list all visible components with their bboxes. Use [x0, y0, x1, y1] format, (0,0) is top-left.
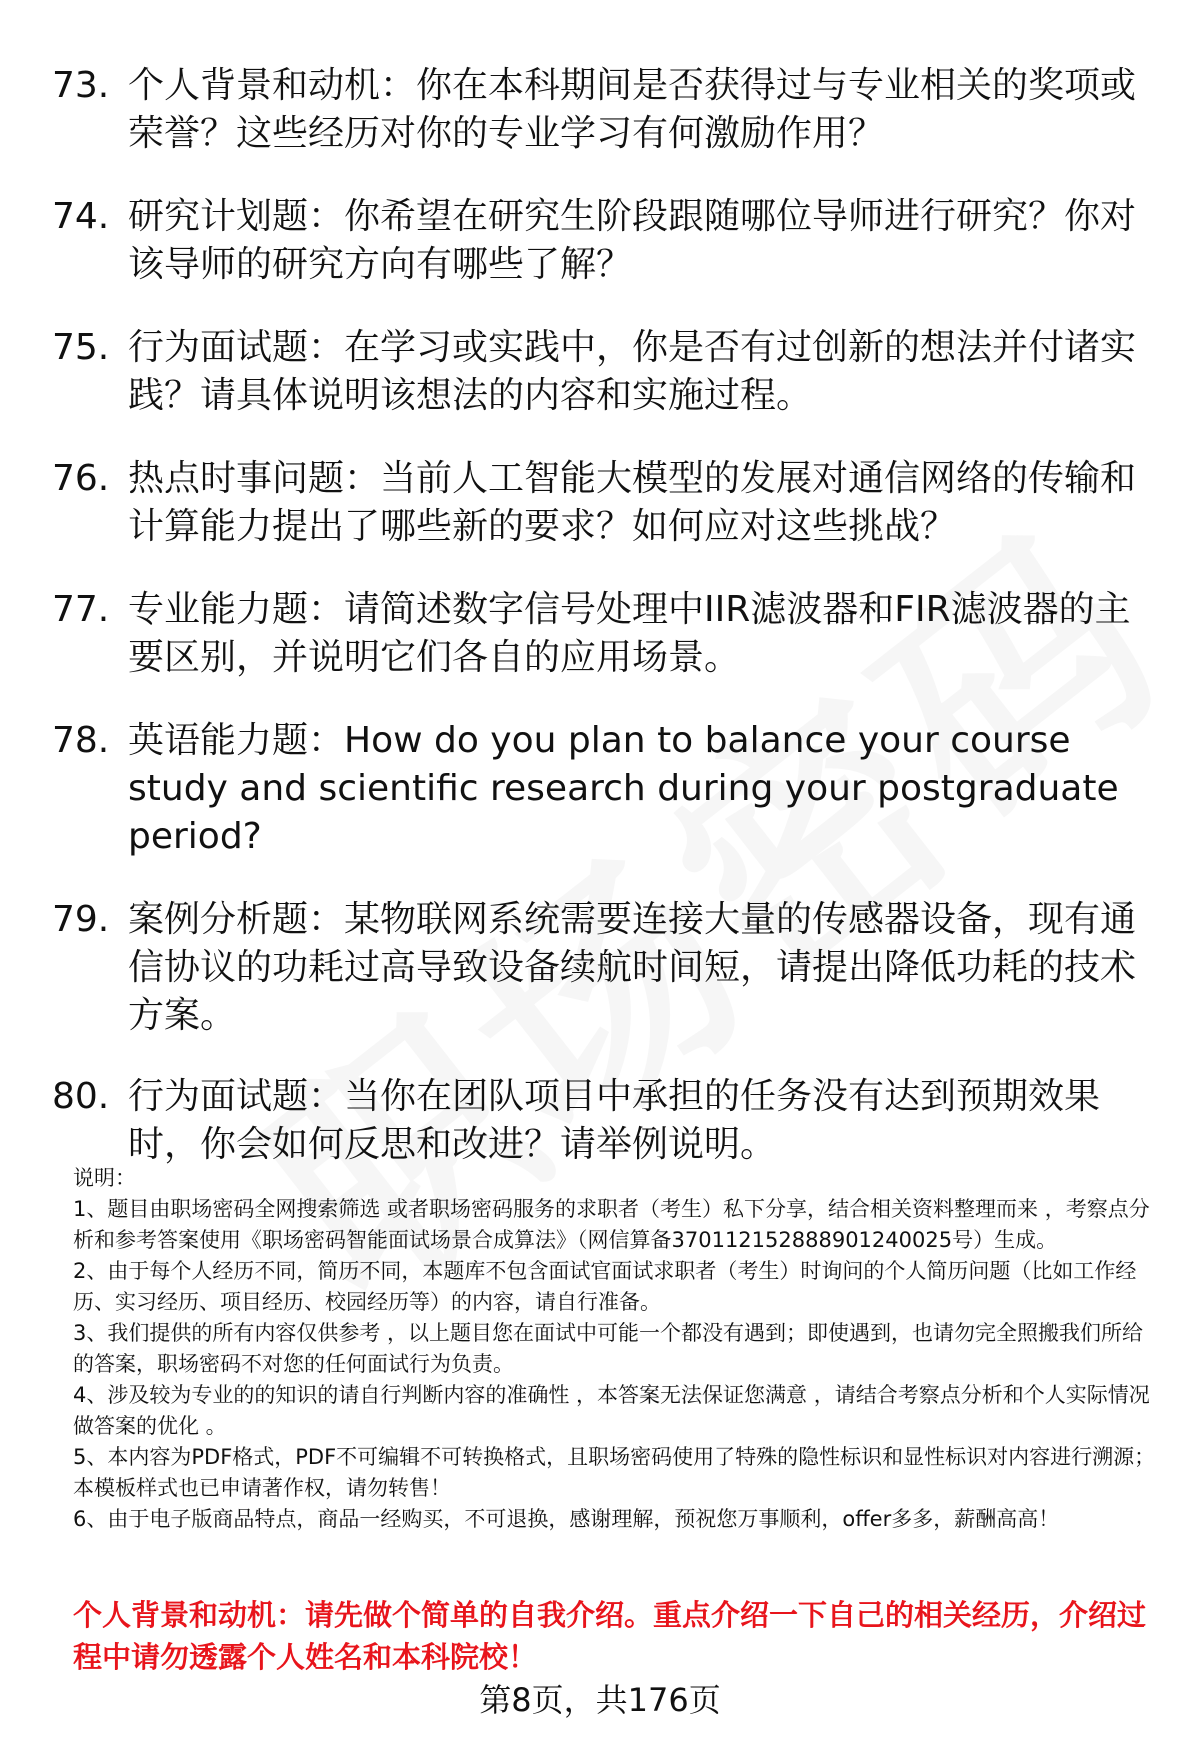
question-item — [52, 717, 1162, 861]
note-item: 4、涉及较为专业的的知识的请自行判断内容的准确性 ，本答案无法保证您满意 ，请结合考察点分析和个人实际情况做答案的优化 。 — [73, 1383, 1150, 1438]
question-number: 76. — [52, 458, 110, 499]
page-number: 第8页，共176页 — [479, 1681, 721, 1719]
question-text: 个人背景和动机：你在本科期间是否获得过与专业相关的奖项或荣誉？这些经历对你的专业学习有何激励作用？ — [128, 65, 1137, 154]
question-item — [52, 1073, 1162, 1169]
question-item — [52, 586, 1162, 682]
question-item — [52, 62, 1162, 158]
note-item: 5、本内容为PDF格式，PDF不可编辑不可转换格式，且职场密码使用了特殊的隐性标识和显性标识对内容进行溯源；本模板样式也已申请著作权，请勿转售！ — [73, 1445, 1156, 1500]
question-number: 80. — [52, 1076, 110, 1117]
question-number: 73. — [52, 65, 110, 106]
question-item — [52, 324, 1162, 420]
red-notice: 个人背景和动机：请先做个简单的自我介绍。重点介绍一下自己的相关经历，介绍过程中请勿透露个人姓名和本科院校！ — [73, 1598, 1147, 1674]
question-number: 79. — [52, 899, 110, 940]
note-item: 2、由于每个人经历不同，简历不同，本题库不包含面试官面试求职者（考生）时询问的个人简历问题（比如工作经历、实习经历、项目经历、校园经历等）的内容，请自行准备。 — [73, 1259, 1137, 1314]
notes-heading: 说明： — [73, 1166, 136, 1190]
question-item — [52, 455, 1162, 551]
note-item: 1、题目由职场密码全网搜索筛选 或者职场密码服务的求职者（考生）私下分享，结合相关资料整理而来 ，考察点分析和参考答案使用《职场密码智能面试场景合成算法》（网信算备370112152888901240025号）生成。 — [73, 1197, 1150, 1252]
question-text: 行为面试题：当你在团队项目中承担的任务没有达到预期效果时，你会如何反思和改进？请举例说明。 — [128, 1076, 1101, 1165]
note-item: 6、由于电子版商品特点，商品一经购买，不可退换，感谢理解，预祝您万事顺利，offer多多，薪酬高高！ — [73, 1507, 1060, 1531]
question-number: 78. — [52, 720, 110, 761]
question-list — [52, 62, 1162, 1204]
question-number: 74. — [52, 196, 110, 237]
question-text: 热点时事问题：当前人工智能大模型的发展对通信网络的传输和计算能力提出了哪些新的要求？如何应对这些挑战？ — [128, 458, 1137, 547]
question-item — [52, 896, 1162, 1040]
question-number: 77. — [52, 589, 110, 630]
question-item — [52, 193, 1162, 289]
question-text: 案例分析题：某物联网系统需要连接大量的传感器设备，现有通信协议的功耗过高导致设备续航时间短，请提出降低功耗的技术方案。 — [128, 899, 1137, 1036]
question-text: 行为面试题：在学习或实践中，你是否有过创新的想法并付诸实践？请具体说明该想法的内容和实施过程。 — [128, 327, 1137, 416]
question-text: 研究计划题：你希望在研究生阶段跟随哪位导师进行研究？你对该导师的研究方向有哪些了解？ — [128, 196, 1137, 285]
question-text: 英语能力题：How do you plan to balance your course study and scientific research during your postgraduate period? — [128, 720, 1119, 857]
notes-section — [73, 1163, 1163, 1535]
question-number: 75. — [52, 327, 110, 368]
question-text: 专业能力题：请简述数字信号处理中IIR滤波器和FIR滤波器的主要区别，并说明它们各自的应用场景。 — [128, 589, 1131, 678]
note-item: 3、我们提供的所有内容仅供参考 ，以上题目您在面试中可能一个都没有遇到；即使遇到，也请勿完全照搬我们所给的答案，职场密码不对您的任何面试行为负责。 — [73, 1321, 1144, 1376]
